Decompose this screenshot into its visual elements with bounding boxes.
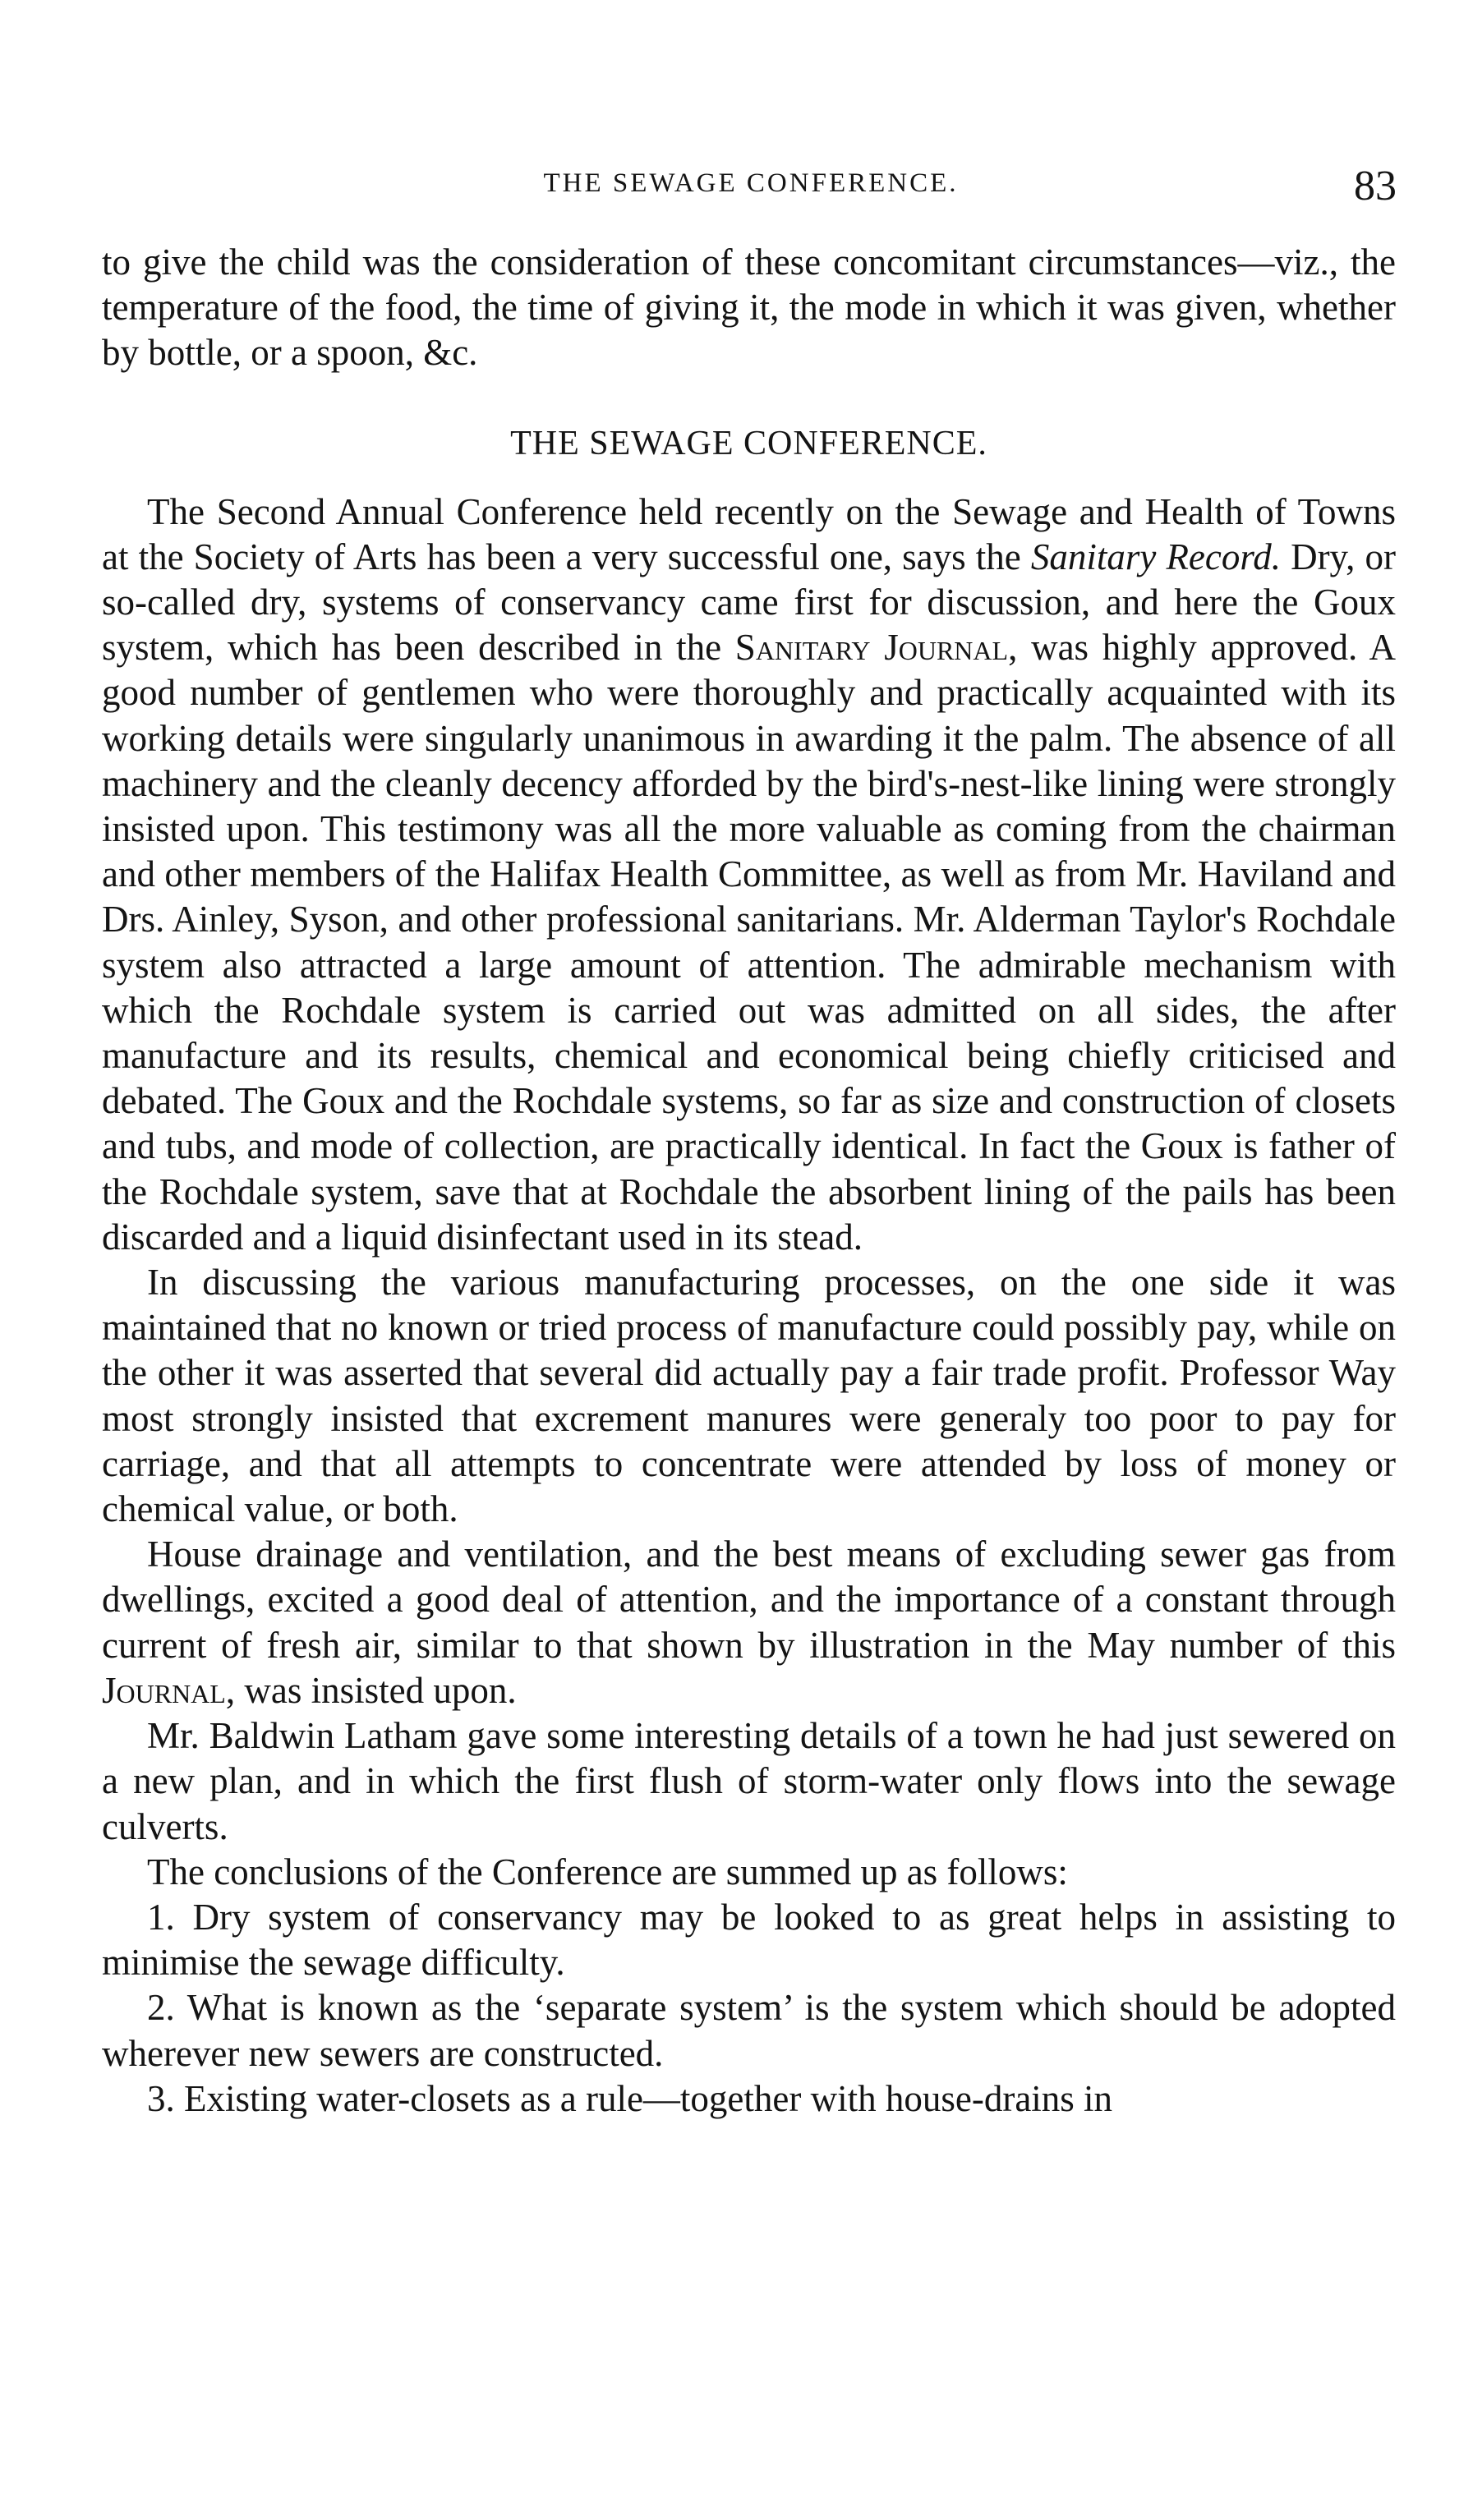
conclusion-text: What is known as the ‘separate system’ is the system which should be adopted wherever new sewers are constructed. bbox=[102, 1987, 1396, 2074]
conclusion-text: Existing water-closets as a rule—together with house-drains in bbox=[174, 2077, 1113, 2119]
journal-title-small-caps: Sanitary Journal bbox=[734, 627, 1009, 669]
body-text bbox=[102, 240, 1396, 2122]
conclusion-number: 3. bbox=[147, 2077, 175, 2119]
paragraph-conference-overview bbox=[102, 490, 1396, 1260]
paragraph-text: House drainage and ventilation, and the best means of excluding sewer gas from dwellings, excited a good deal of attention, and the importance of a constant through current of fresh air, similar to that shown by illustration in the May number of this bbox=[102, 1534, 1396, 1666]
paragraph-text: The Second Annual Conference held recently on the Sewage and Health of Towns at the Society of Arts has been a very successful one, says the bbox=[102, 490, 1396, 577]
conclusion-text: Dry system of conservancy may be looked to as great helps in assisting to minimise the sewage difficulty. bbox=[102, 1896, 1396, 1984]
conclusion-item bbox=[102, 1985, 1396, 2076]
paragraph-text: , was insisted upon. bbox=[225, 1669, 517, 1711]
conclusion-number: 2. bbox=[147, 1987, 175, 2029]
journal-title-italic: Sanitary Record. bbox=[1030, 536, 1281, 577]
conclusion-item bbox=[102, 1895, 1396, 1985]
running-title: THE SEWAGE CONFERENCE. bbox=[543, 168, 959, 198]
paragraph-text: , was highly approved. A good number of gentlemen who were thoroughly and practically acquainted with its working details were singularly unanimous in awarding it the palm. The absence of all machinery and the cleanly decency afforded by the bird's-nest-like lining were strongly insisted upon. This testimony was all the more valuable as coming from the chairman and other members of the Halifax Health Committee, as well as from Mr. Haviland and Drs. Ainley, Syson, and other professional sanitarians. Mr. Alderman Taylor's Rochdale system also attracted a large amount of attention. The admirable mechanism with which the Rochdale system is carried out was admitted on all sides, the after manufacture and its results, chemical and economical being chiefly criticised and debated. The Goux and the Rochdale systems, so far as size and construction of closets and tubs, and mode of collection, are practically identical. In fact the Goux is father of the Rochdale system, save that at Rochdale the absorbent lining of the pails has been discarded and a liquid disinfectant used in its stead. bbox=[102, 627, 1397, 1258]
page-number: 83 bbox=[1354, 163, 1397, 209]
continuation-paragraph: to give the child was the consideration of these concomitant circumstances—viz., the temperature of the food, the time of giving it, the mode in which it was given, whether by bottle, or a spoon, &c. bbox=[102, 241, 1396, 374]
running-header bbox=[105, 163, 1397, 218]
conclusion-number: 1. bbox=[147, 1896, 175, 1938]
paragraph-manufacturing: In discussing the various manufacturing processes, on the one side it was maintained that no known or tried process of manufacture could possibly pay, while on the other it was asserted that several did actually pay a fair trade profit. Professor Way most strongly insisted that excrement manures were generaly too poor to pay for carriage, and that all attempts to concentrate were attended by loss of money or chemical value, or both. bbox=[102, 1262, 1396, 1530]
journal-title-small-caps: Journal bbox=[102, 1669, 226, 1711]
paragraph-latham: Mr. Baldwin Latham gave some interesting details of a town he had just sewered on a new plan, and in which the first flush of storm-water only flows into the sewage culverts. bbox=[102, 1715, 1396, 1847]
section-heading: THE SEWAGE CONFERENCE. bbox=[510, 424, 987, 462]
paragraph-conclusions-intro: The conclusions of the Conference are summed up as follows: bbox=[147, 1851, 1068, 1892]
paragraph-house-drainage bbox=[102, 1532, 1396, 1713]
conclusion-item bbox=[102, 2076, 1396, 2122]
paragraph-text: Dry, or so-called dry, systems of conservancy came first for discussion, and here the Goux system, which has been described in the bbox=[102, 536, 1396, 669]
